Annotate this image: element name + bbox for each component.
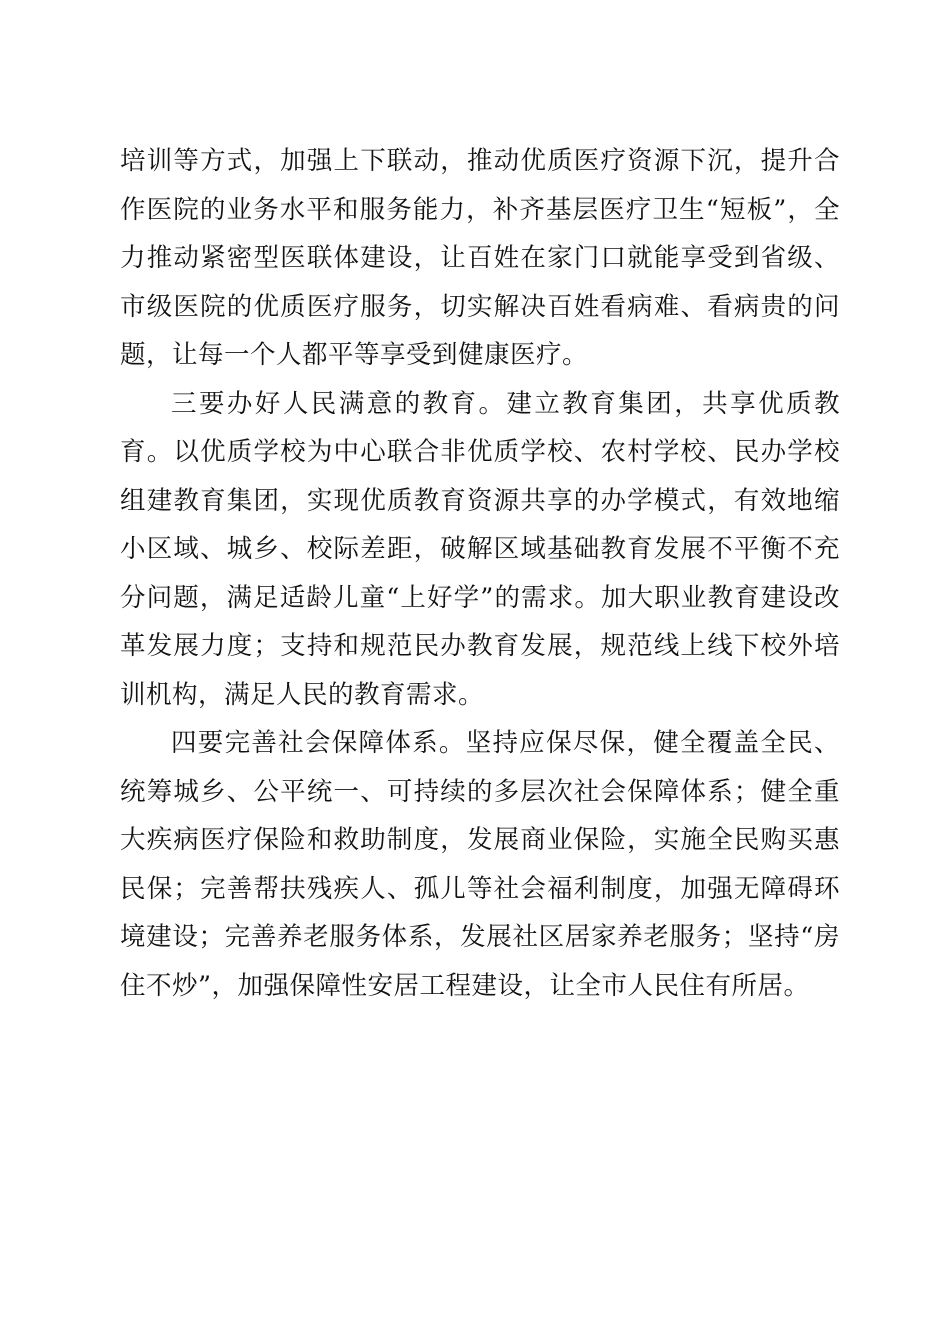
paragraph-healthcare: 培训等方式，加强上下联动，推动优质医疗资源下沉，提升合作医院的业务水平和服务能力，补齐基层医疗卫生“短板”，全力推动紧密型医联体建设，让百姓在家门口就能享受到省级、市级医院的优质医疗服务，切实解决百姓看病难、看病贵的问题，让每一个人都平等享受到健康医疗。: [120, 146, 840, 370]
paragraph-education: 三要办好人民满意的教育。建立教育集团，共享优质教育。以优质学校为中心联合非优质学校、农村学校、民办学校组建教育集团，实现优质教育资源共享的办学模式，有效地缩小区域、城乡、校际差距，破解区域基础教育发展不平衡不充分问题，满足适龄儿童“上好学”的需求。加大职业教育建设改革发展力度；支持和规范民办教育发展，规范线上线下校外培训机构，满足人民的教育需求。: [120, 388, 840, 710]
paragraph-social-security: 四要完善社会保障体系。坚持应保尽保，健全覆盖全民、统筹城乡、公平统一、可持续的多层次社会保障体系；健全重大疾病医疗保险和救助制度，发展商业保险，实施全民购买惠民保；完善帮扶残疾人、孤儿等社会福利制度，加强无障碍环境建设；完善养老服务体系，发展社区居家养老服务；坚持“房住不炒”，加强保障性安居工程建设，让全市人民住有所居。: [120, 728, 840, 1001]
document-body: [120, 137, 840, 1010]
